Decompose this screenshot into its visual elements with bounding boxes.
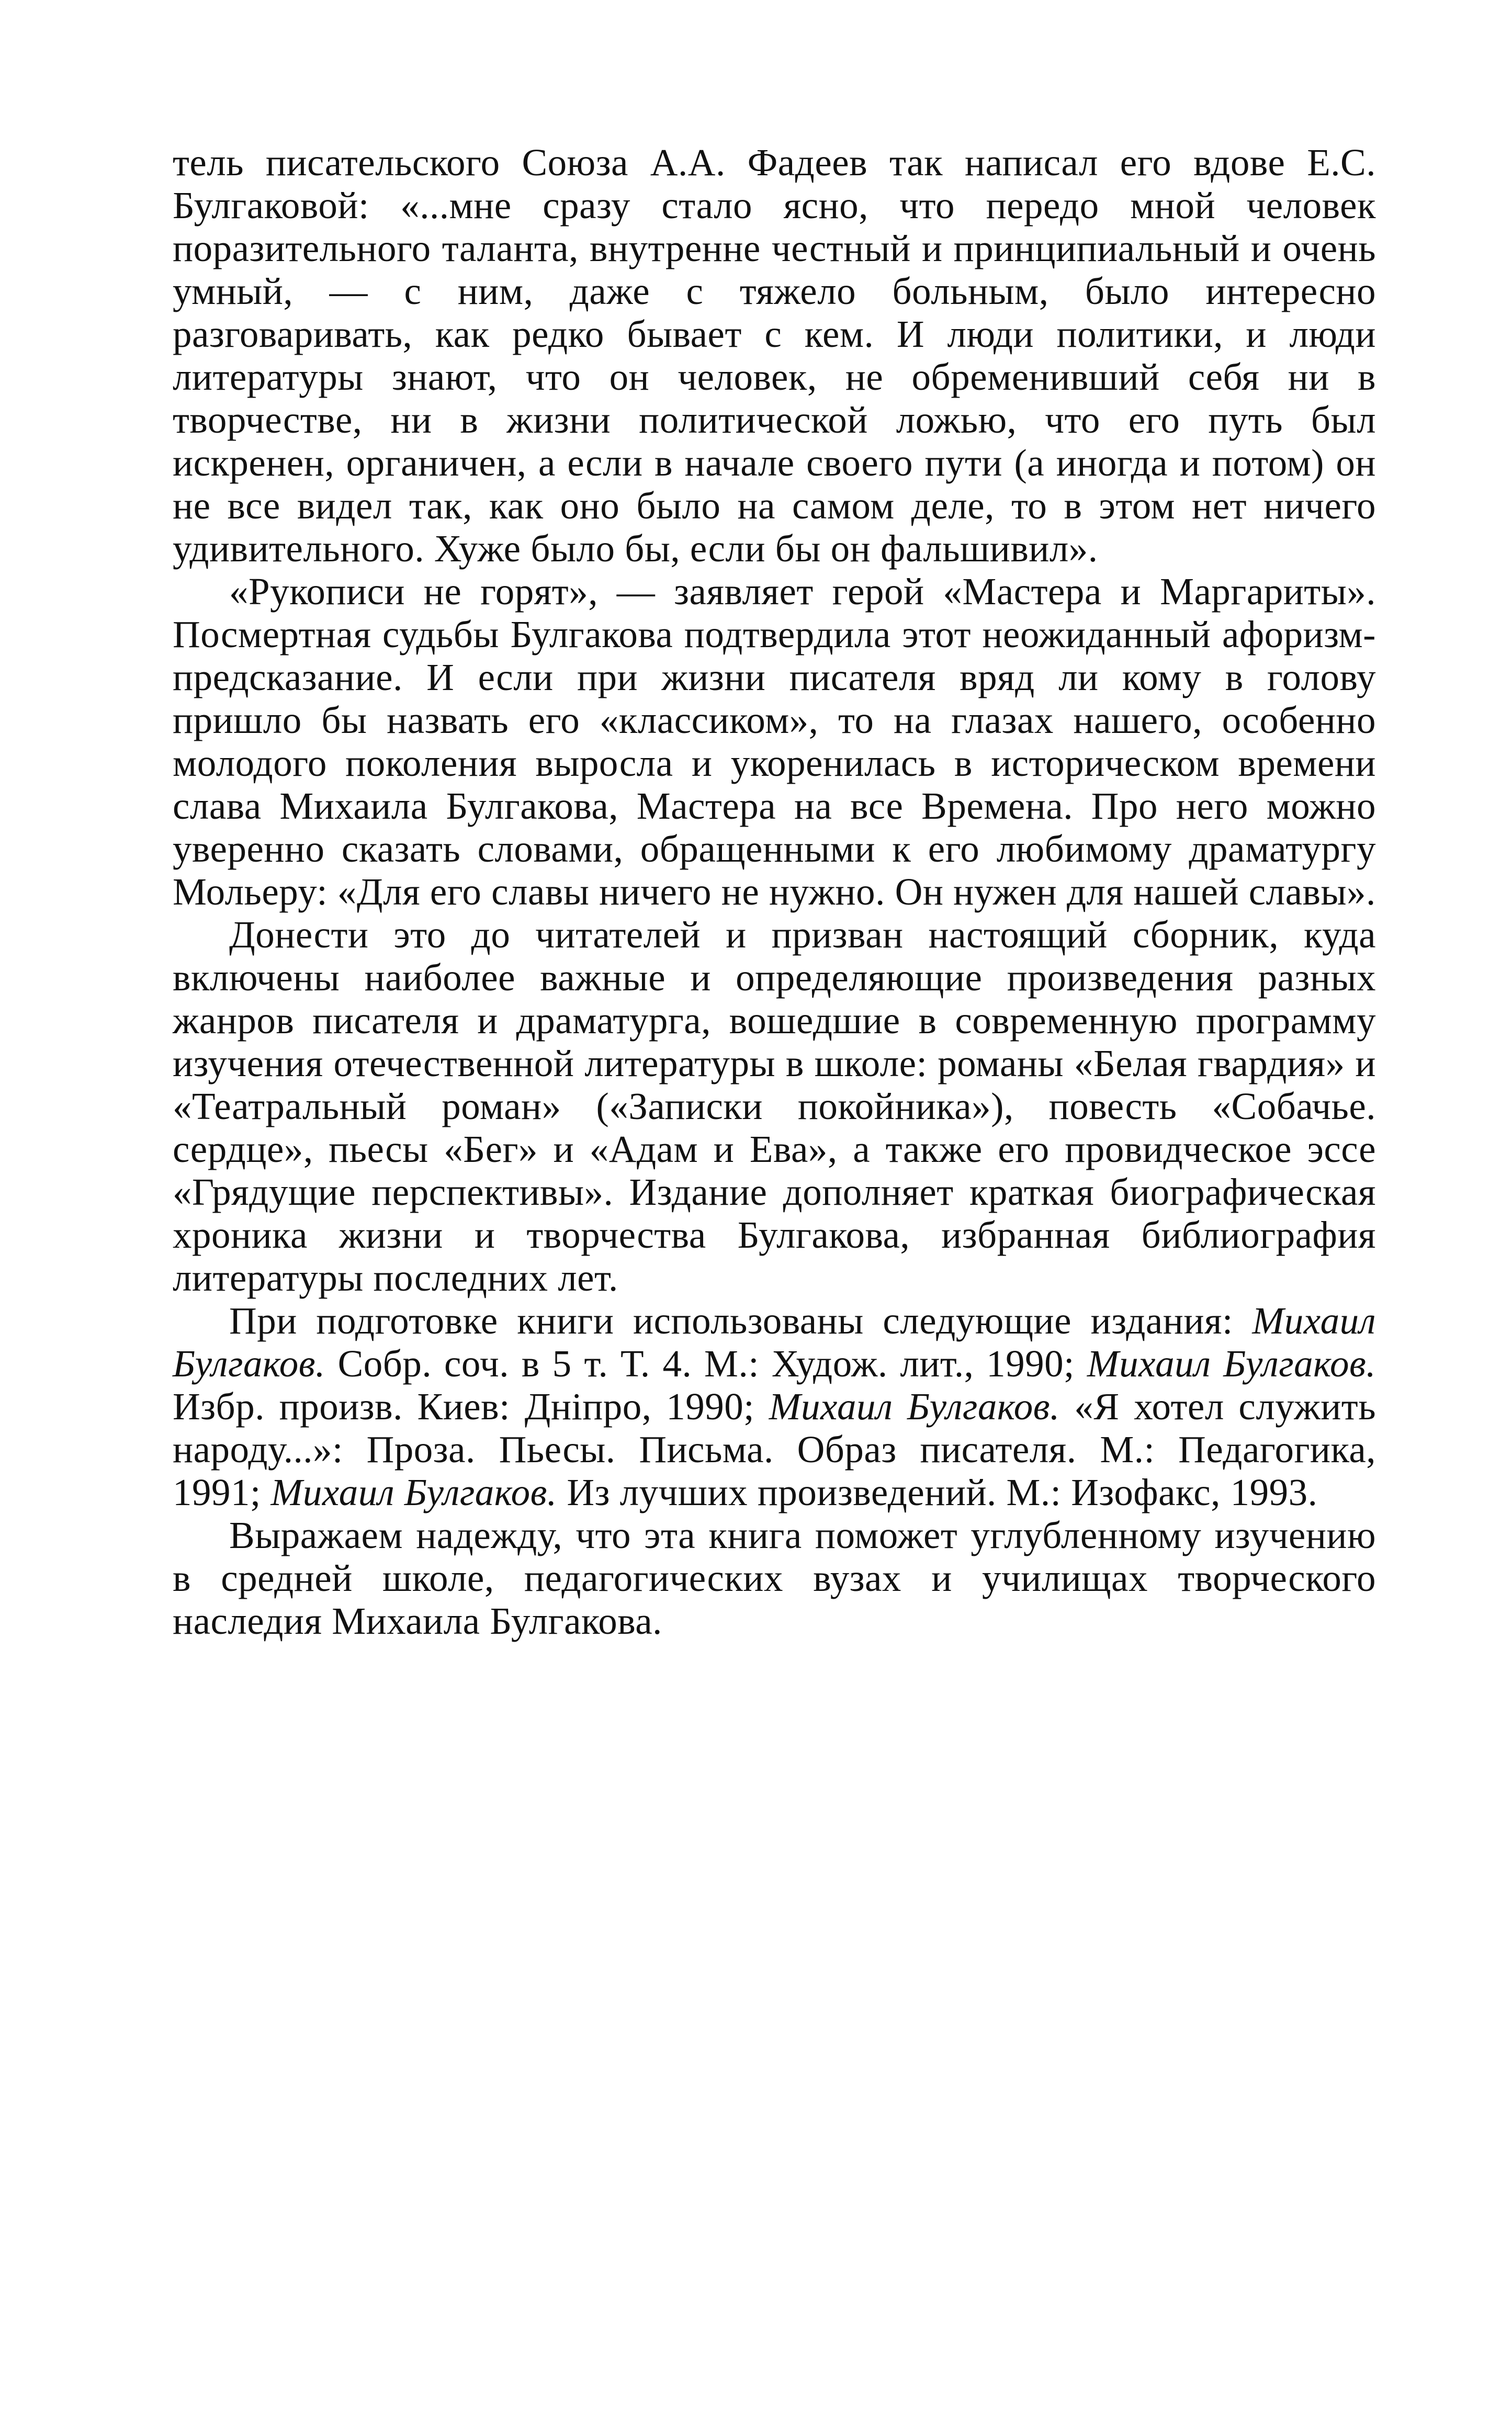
text-run: Избр. произв. Киев: Днiпро, 1990; [173,1385,769,1428]
page-body [173,141,1376,1643]
text-run: «Я хотел служить народу...»: Проза. Пьесы. Письма. Образ писателя. М.: Педагогика, 1991; [173,1385,1376,1513]
paragraph-sources [173,1300,1376,1514]
text-run: Из лучших произведений. М.: Изофакс, 1993. [557,1471,1318,1513]
text-run-italic: Михаил Булгаков. [1087,1342,1376,1385]
text-run: Выражаем надежду, что эта книга поможет углубленному изучению в средней школе, педагогических вузах и училищах творческого наследия Михаила Булгакова. [173,1514,1376,1642]
paragraph-fadeev-letter [173,141,1376,570]
text-run: тель писательского Союза А.А. Фадеев так написал его вдове Е.С. Булгаковой: «...мне сразу стало ясно, что передо мной человек поразительного таланта, внутренне честный и принципиальный и очень умный, — с ним, даже с тяжело больным, было интересно разговаривать, как редко бывает с кем. И люди политики, и люди литературы знают, что он человек, не обременивший себя ни в творчестве, ни в жизни политической ложью, что его путь был искренен, органичен, а если в начале своего пути (а иногда и потом) он не все видел так, как оно было на самом деле, то в этом нет ничего удивительного. Хуже было бы, если бы он фальшивил». [173,141,1376,570]
paragraph-collection-contents [173,913,1376,1300]
text-run: Донести это до читателей и призван настоящий сборник, куда включены наиболее важные и определяющие произведения разных жанров писателя и драматурга, вошедшие в современную программу изучения отечественной литературы в школе: романы «Белая гвардия» и «Театральный роман» («Записки покойника»), повесть «Собачье. сердце», пьесы «Бег» и «Адам и Ева», а также его провидческое эссе «Грядущие перспективы». Издание дополняет краткая биографическая хроника жизни и творчества Булгакова, избранная библиография литературы последних лет. [173,913,1376,1299]
text-run-italic: Михаил Булгаков. [769,1385,1060,1428]
paragraph-closing-hope [173,1514,1376,1643]
text-run-italic: Михаил Булгаков. [173,1300,1376,1385]
text-run-italic: Михаил Булгаков. [270,1471,557,1513]
text-run: Собр. соч. в 5 т. Т. 4. М.: Худож. лит., 1990; [325,1342,1087,1385]
text-run: «Рукописи не горят», — заявляет герой «Мастера и Маргариты». Посмертная судьбы Булгакова подтвердила этот неожиданный афоризм-предсказание. И если при жизни писателя вряд ли кому в голову пришло бы назвать его «классиком», то на глазах нашего, особенно молодого поколения выросла и укоренилась в историческом времени слава Михаила Булгакова, Мастера на все Времена. Про него можно уверенно сказать словами, обращенными к его любимому драматургу Мольеру: «Для его славы ничего не нужно. Он нужен для нашей славы». [173,570,1376,913]
paragraph-manuscripts [173,570,1376,913]
text-run: При подготовке книги использованы следующие издания: [229,1300,1253,1342]
